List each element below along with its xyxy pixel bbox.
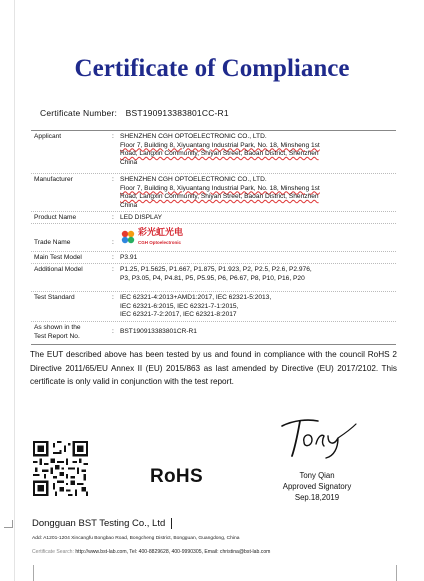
main-test-model-value: P3.91 xyxy=(120,254,138,261)
row-test-standard xyxy=(31,291,396,322)
additional-model-label: Additional Model xyxy=(34,266,83,273)
trade-name-label: Trade Name xyxy=(34,239,71,246)
signatory-date: Sep.18,2019 xyxy=(294,493,340,502)
test-report-label-line: Test Report No. xyxy=(34,332,80,340)
test-standard-label: Test Standard xyxy=(34,294,75,301)
colon: : xyxy=(112,133,114,140)
manufacturer-line: Road, Langxin Community, Shiyan Street, Baoan District, Shenzhen xyxy=(120,193,319,200)
page-edge xyxy=(14,0,15,581)
applicant-label: Applicant xyxy=(34,133,62,140)
row-additional-model xyxy=(31,263,396,292)
applicant-line: Road, Langxin Community, Shiyan Street, Baoan District, Shenzhen xyxy=(120,150,319,157)
applicant-line: Floor 7, Building 8, Xiyuantang Industrial Park, No. 18, Minsheng 1st xyxy=(120,141,320,149)
margin-corner-mark xyxy=(4,520,13,528)
colon: : xyxy=(112,294,114,301)
test-standard-line: IEC 62321-7-2:2017, IEC 62321-8:2017 xyxy=(120,311,237,318)
certificate-title: Certificate of Compliance xyxy=(74,55,350,82)
certificate-number-value: BST190913383801CC-R1 xyxy=(125,108,229,118)
footer-company-name: Dongguan BST Testing Co., Ltd xyxy=(32,518,166,529)
footer-contact xyxy=(32,549,270,555)
product-name-label: Product Name xyxy=(34,214,77,221)
signatory-name: Tony Qian xyxy=(299,471,335,480)
text-cursor xyxy=(171,518,172,529)
footer-contact-details: http://www.bst-lab.com, Tel: 400-8829628, 400-9990305, Email: christina@bst-lab.com xyxy=(75,549,271,555)
compliance-statement: The EUT described above has been tested by us and found in compliance with the council RoHS 2 Directive 2011/65/EU Annex II (EU) 2015/863 as last amended by Directive (EU) 2017/2102. This certificate is only valid in conjunction with the test report. xyxy=(30,350,397,386)
brand-logo-icon xyxy=(120,229,136,245)
test-report-label-line: As shown in the xyxy=(34,324,81,331)
row-test-report xyxy=(31,321,396,345)
row-trade-name xyxy=(31,223,396,252)
colon: : xyxy=(112,254,114,261)
test-report-value: BST190913383801CR-R1 xyxy=(120,328,197,335)
row-manufacturer xyxy=(31,173,396,212)
manufacturer-line: China xyxy=(120,201,138,209)
logo-english-text: CGH Optoelectronic xyxy=(138,240,182,245)
colon: : xyxy=(112,214,114,221)
test-standard-line: IEC 62321-6:2015, IEC 62321-7-1:2015, xyxy=(120,302,239,310)
applicant-value xyxy=(120,133,396,167)
rohs-logo: RoHS xyxy=(150,466,203,487)
additional-model-value xyxy=(120,266,396,283)
additional-model-line: P1.25, P1.5625, P1.667, P1.875, P1.923, P2, P2.5, P2.6, P2.976, xyxy=(120,266,312,273)
footer-contact-prefix: Certificate Search: xyxy=(32,549,74,555)
test-report-label xyxy=(34,324,110,341)
test-standard-line: IEC 62321-4:2013+AMD1:2017, IEC 62321-5:2013, xyxy=(120,294,272,301)
colon: : xyxy=(112,266,114,273)
certificate-number-label: Certificate Number: xyxy=(40,108,118,118)
signatory-role: Approved Signatory xyxy=(282,482,352,491)
trade-name-logo xyxy=(120,227,182,247)
certificate-number xyxy=(40,108,229,118)
certificate-info-table xyxy=(31,130,396,345)
qr-code-icon xyxy=(33,441,88,496)
applicant-line: China xyxy=(120,158,138,166)
applicant-line: SHENZHEN CGH OPTOELECTRONIC CO., LTD. xyxy=(120,133,267,140)
manufacturer-value xyxy=(120,176,396,210)
page-corner-mark xyxy=(33,565,38,581)
signatory-block xyxy=(262,470,372,503)
footer-address: Add: A1201-1204 Xincangfu Bongbao Road, Bongcheng District, Bongguan, Guangdong, China xyxy=(32,536,240,541)
handwritten-signature xyxy=(278,414,358,460)
colon: : xyxy=(112,176,114,183)
manufacturer-label: Manufacturer xyxy=(34,176,73,183)
row-applicant xyxy=(31,131,396,173)
product-name-value: LED DISPLAY xyxy=(120,214,163,221)
page-corner-mark xyxy=(392,565,397,581)
manufacturer-line: Floor 7, Building 8, Xiyuantang Industrial Park, No. 18, Minsheng 1st xyxy=(120,184,320,192)
manufacturer-line: SHENZHEN CGH OPTOELECTRONIC CO., LTD. xyxy=(120,176,267,183)
colon: : xyxy=(112,328,114,335)
colon: : xyxy=(112,239,114,246)
test-standard-value xyxy=(120,294,396,320)
additional-model-line: P3, P3.05, P4, P4.81, P5, P5.95, P6, P6.67, P8, P10, P16, P20 xyxy=(120,274,305,282)
main-test-model-label: Main Test Model xyxy=(34,254,82,261)
logo-chinese-text: 彩光虹光电 xyxy=(138,227,184,237)
